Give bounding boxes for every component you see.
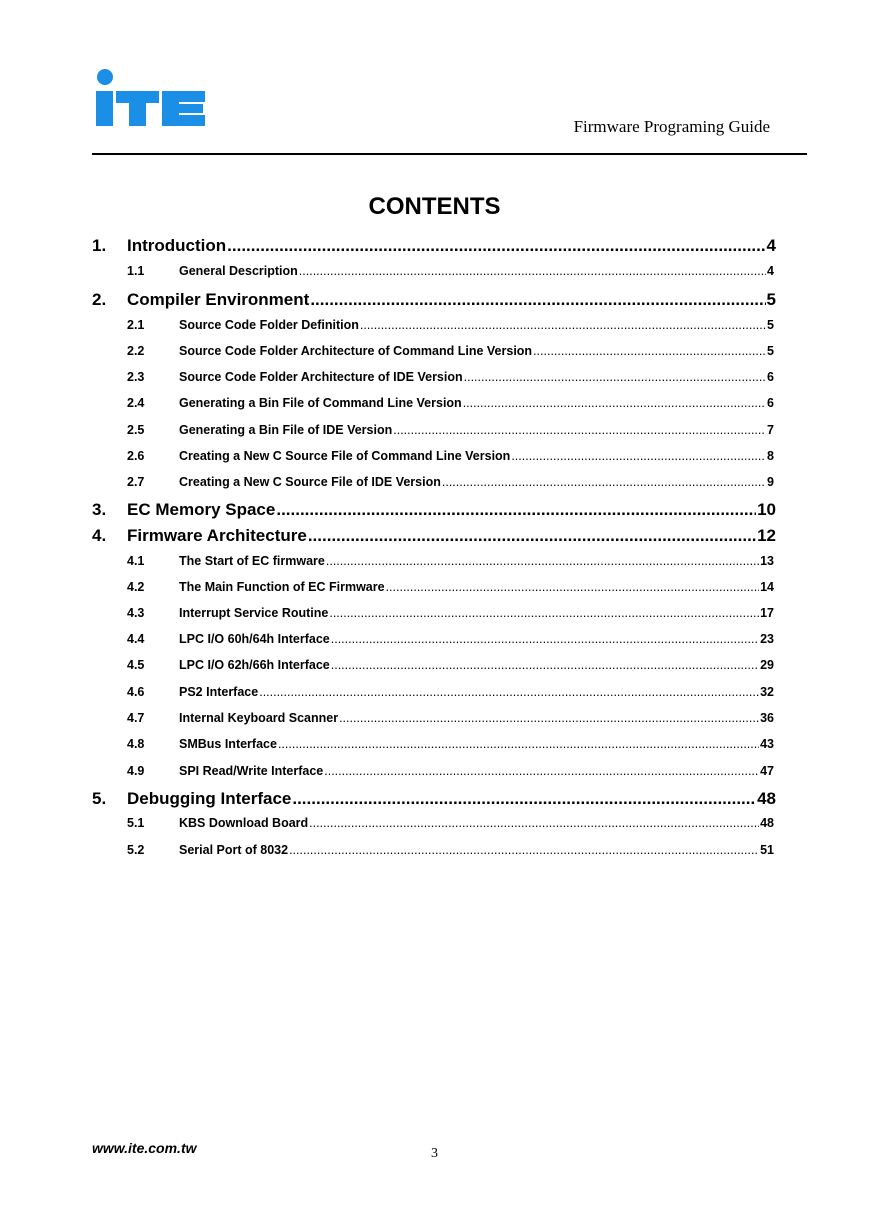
toc-entry-page: 43 bbox=[760, 737, 774, 751]
toc-section-entry[interactable] bbox=[127, 449, 774, 463]
toc-section-entry[interactable] bbox=[127, 632, 774, 646]
toc-entry-title: Introduction bbox=[127, 236, 227, 255]
toc-entry-page: 32 bbox=[760, 685, 774, 699]
toc-entry-title: Generating a Bin File of Command Line Version bbox=[179, 396, 462, 410]
toc-section-entry[interactable] bbox=[127, 843, 774, 857]
toc-entry-title: Debugging Interface bbox=[127, 789, 292, 808]
toc-chapter-entry[interactable] bbox=[92, 789, 776, 809]
toc-dot-leader bbox=[533, 344, 766, 358]
toc-entry-number: 2. bbox=[92, 290, 107, 309]
toc-entry-page: 13 bbox=[760, 554, 774, 568]
toc-entry-number: 4.9 bbox=[127, 764, 145, 778]
toc-entry-page: 51 bbox=[760, 843, 774, 857]
toc-dot-leader bbox=[324, 764, 759, 778]
ite-logo bbox=[95, 68, 207, 128]
toc-section-entry[interactable] bbox=[127, 370, 774, 384]
toc-entry-title: EC Memory Space bbox=[127, 500, 276, 519]
toc-dot-leader bbox=[308, 526, 756, 546]
toc-section-entry[interactable] bbox=[127, 396, 774, 410]
toc-section-entry[interactable] bbox=[127, 580, 774, 594]
toc-entry-number: 5. bbox=[92, 789, 107, 808]
toc-entry-title: KBS Download Board bbox=[179, 816, 309, 830]
toc-chapter-entry[interactable] bbox=[92, 526, 776, 546]
toc-dot-leader bbox=[331, 658, 759, 672]
toc-section-entry[interactable] bbox=[127, 475, 774, 489]
toc-entry-number: 4.7 bbox=[127, 711, 145, 725]
toc-entry-number: 2.7 bbox=[127, 475, 145, 489]
toc-entry-number: 4.2 bbox=[127, 580, 145, 594]
toc-entry-number: 4.3 bbox=[127, 606, 145, 620]
toc-entry-title: Creating a New C Source File of IDE Version bbox=[179, 475, 441, 489]
toc-entry-page: 5 bbox=[766, 290, 776, 309]
toc-dot-leader bbox=[309, 816, 759, 830]
toc-chapter-entry[interactable] bbox=[92, 290, 776, 310]
toc-entry-page: 8 bbox=[767, 449, 774, 463]
toc-dot-leader bbox=[259, 685, 759, 699]
toc-entry-number: 2.2 bbox=[127, 344, 145, 358]
toc-entry-title: Serial Port of 8032 bbox=[179, 843, 289, 857]
toc-entry-title: LPC I/O 62h/66h Interface bbox=[179, 658, 330, 672]
toc-section-entry[interactable] bbox=[127, 264, 774, 278]
toc-entry-page: 10 bbox=[757, 500, 776, 519]
toc-dot-leader bbox=[326, 554, 759, 568]
header-divider bbox=[92, 153, 807, 155]
toc-section-entry[interactable] bbox=[127, 764, 774, 778]
toc-section-entry[interactable] bbox=[127, 711, 774, 725]
toc-entry-number: 2.4 bbox=[127, 396, 145, 410]
toc-entry-page: 14 bbox=[760, 580, 774, 594]
toc-entry-number: 2.6 bbox=[127, 449, 145, 463]
toc-entry-number: 1.1 bbox=[127, 264, 145, 278]
toc-entry-page: 17 bbox=[760, 606, 774, 620]
toc-dot-leader bbox=[360, 318, 766, 332]
toc-chapter-entry[interactable] bbox=[92, 500, 776, 520]
toc-dot-leader bbox=[464, 370, 766, 384]
toc-entry-number: 4.6 bbox=[127, 685, 145, 699]
toc-entry-number: 4. bbox=[92, 526, 107, 545]
toc-dot-leader bbox=[393, 423, 766, 437]
toc-dot-leader bbox=[227, 236, 765, 256]
toc-entry-title: PS2 Interface bbox=[179, 685, 259, 699]
toc-entry-title: Compiler Environment bbox=[127, 290, 310, 309]
toc-entry-page: 5 bbox=[767, 344, 774, 358]
toc-entry-number: 4.4 bbox=[127, 632, 145, 646]
header-title: Firmware Programing Guide bbox=[573, 117, 770, 136]
toc-dot-leader bbox=[463, 396, 766, 410]
toc-section-entry[interactable] bbox=[127, 318, 774, 332]
toc-entry-number: 4.5 bbox=[127, 658, 145, 672]
footer-url[interactable]: www.ite.com.tw bbox=[92, 1140, 197, 1156]
toc-entry-title: Generating a Bin File of IDE Version bbox=[179, 423, 393, 437]
toc-entry-page: 48 bbox=[760, 816, 774, 830]
toc-dot-leader bbox=[292, 789, 756, 809]
toc-entry-page: 12 bbox=[757, 526, 776, 545]
toc-dot-leader bbox=[299, 264, 766, 278]
toc-entry-title: Source Code Folder Definition bbox=[179, 318, 359, 332]
toc-entry-number: 2.5 bbox=[127, 423, 145, 437]
toc-section-entry[interactable] bbox=[127, 554, 774, 568]
toc-dot-leader bbox=[386, 580, 760, 594]
toc-entry-title: Creating a New C Source File of Command Line Version bbox=[179, 449, 511, 463]
toc-dot-leader bbox=[329, 606, 759, 620]
toc-entry-page: 48 bbox=[757, 789, 776, 808]
toc-dot-leader bbox=[511, 449, 766, 463]
toc-entry-page: 36 bbox=[760, 711, 774, 725]
toc-entry-page: 29 bbox=[760, 658, 774, 672]
toc-section-entry[interactable] bbox=[127, 685, 774, 699]
toc-entry-number: 4.1 bbox=[127, 554, 145, 568]
toc-entry-title: Internal Keyboard Scanner bbox=[179, 711, 339, 725]
toc-section-entry[interactable] bbox=[127, 737, 774, 751]
toc-entry-page: 7 bbox=[767, 423, 774, 437]
toc-section-entry[interactable] bbox=[127, 606, 774, 620]
toc-entry-number: 2.1 bbox=[127, 318, 145, 332]
toc-entry-page: 23 bbox=[760, 632, 774, 646]
toc-section-entry[interactable] bbox=[127, 816, 774, 830]
toc-entry-page: 9 bbox=[767, 475, 774, 489]
toc-dot-leader bbox=[442, 475, 766, 489]
toc-entry-page: 6 bbox=[767, 370, 774, 384]
toc-dot-leader bbox=[276, 500, 756, 520]
toc-entry-number: 2.3 bbox=[127, 370, 145, 384]
toc-entry-title: SPI Read/Write Interface bbox=[179, 764, 324, 778]
footer-page-number: 3 bbox=[431, 1146, 438, 1161]
toc-entry-page: 6 bbox=[767, 396, 774, 410]
toc-section-entry[interactable] bbox=[127, 658, 774, 672]
toc-entry-page: 4 bbox=[767, 264, 774, 278]
toc-entry-page: 47 bbox=[760, 764, 774, 778]
toc-entry-title: The Main Function of EC Firmware bbox=[179, 580, 385, 594]
toc-section-entry[interactable] bbox=[127, 344, 774, 358]
toc-entry-number: 1. bbox=[92, 236, 107, 255]
toc-entry-number: 4.8 bbox=[127, 737, 145, 751]
toc-chapter-entry[interactable] bbox=[92, 236, 776, 256]
contents-heading: CONTENTS bbox=[368, 193, 501, 220]
toc-entry-title: SMBus Interface bbox=[179, 737, 277, 751]
toc-entry-number: 3. bbox=[92, 500, 107, 519]
toc-section-entry[interactable] bbox=[127, 423, 774, 437]
toc-entry-title: The Start of EC firmware bbox=[179, 554, 325, 568]
toc-dot-leader bbox=[289, 843, 759, 857]
toc-entry-title: LPC I/O 60h/64h Interface bbox=[179, 632, 330, 646]
toc-entry-page: 4 bbox=[766, 236, 776, 255]
toc-entry-title: Interrupt Service Routine bbox=[179, 606, 329, 620]
toc-dot-leader bbox=[278, 737, 759, 751]
toc-dot-leader bbox=[310, 290, 765, 310]
toc-dot-leader bbox=[339, 711, 759, 725]
toc-entry-title: Firmware Architecture bbox=[127, 526, 307, 545]
toc-entry-number: 5.2 bbox=[127, 843, 145, 857]
toc-entry-title: General Description bbox=[179, 264, 298, 278]
toc-dot-leader bbox=[331, 632, 759, 646]
toc-entry-title: Source Code Folder Architecture of IDE Version bbox=[179, 370, 463, 384]
toc-entry-number: 5.1 bbox=[127, 816, 145, 830]
toc-entry-page: 5 bbox=[767, 318, 774, 332]
toc-entry-title: Source Code Folder Architecture of Command Line Version bbox=[179, 344, 533, 358]
